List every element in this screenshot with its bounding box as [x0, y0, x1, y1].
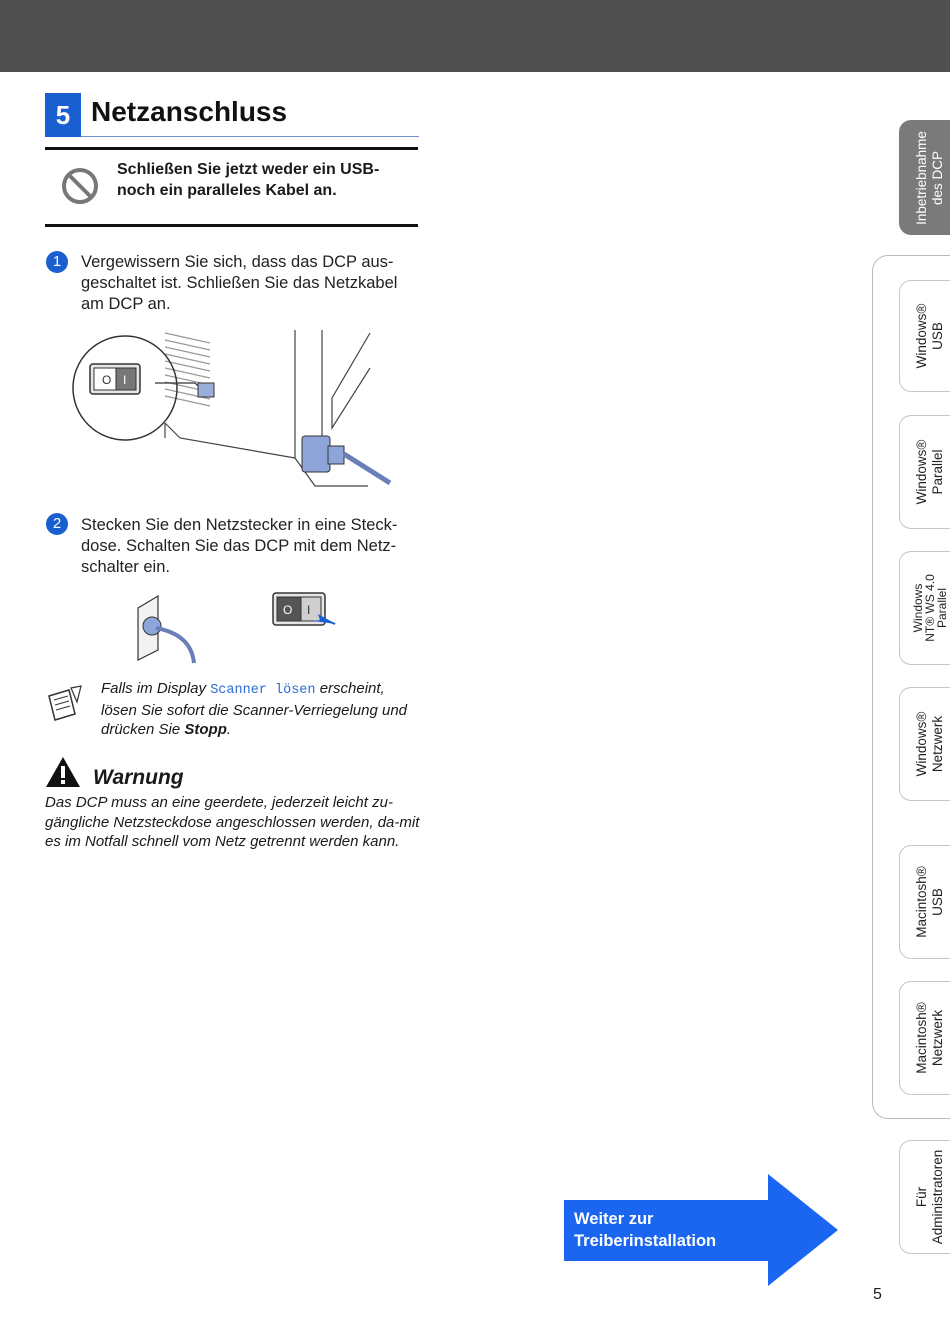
section-rule	[81, 136, 419, 137]
tab-windows-nt-parallel[interactable]	[899, 551, 950, 665]
tab-label-line: Macintosh®	[914, 866, 929, 938]
section-number: 5	[45, 93, 81, 137]
tab-label-line: USB	[930, 322, 945, 350]
warning-icon	[45, 756, 81, 788]
next-step-line2: Treiberinstallation	[574, 1232, 717, 1250]
next-step-line1: Weiter zur	[574, 1210, 654, 1228]
tab-label-line: Parallel	[935, 587, 949, 629]
tab-label-line: Macintosh®	[914, 1002, 929, 1074]
wall-outlet-and-switch-illustration	[130, 588, 345, 668]
warning-title: Warnung	[93, 766, 184, 789]
step-2-number: 2	[46, 513, 68, 535]
tab-label-line: Netzwerk	[930, 715, 945, 773]
tab-label-line: Windows®	[914, 303, 929, 369]
tab-label-line: Windows®	[914, 711, 929, 777]
tab-label-line: Windows	[911, 583, 925, 633]
tab-label-line: des DCP	[930, 150, 945, 205]
svg-text:O: O	[283, 603, 293, 617]
note-stop-key: Stopp	[184, 721, 227, 738]
next-step-label[interactable]	[574, 1208, 774, 1252]
caution-text: Schließen Sie jetzt weder ein USB-noch ein paralleles Kabel an.	[117, 161, 380, 199]
note-middle: erscheint, lösen Sie sofort die Scanner-Verriegelung und drücken Sie	[101, 680, 408, 738]
warning-text: Das DCP muss an eine geerdete, jederzeit leicht zu-gängliche Netzsteckdose angeschlossen werden, da-mit es im Notfall schnell vom Netz getrennt werden kann.	[45, 794, 420, 850]
step-2-text: Stecken Sie den Netzstecker in eine Steck-dose. Schalten Sie das DCP mit dem Netz-schalter ein.	[81, 516, 398, 576]
section-title: Netzanschluss	[91, 96, 288, 127]
note-text	[101, 679, 419, 740]
tab-label-line: Inbetriebnahme	[914, 130, 929, 225]
caution-box	[45, 147, 418, 227]
tab-label-line: Für	[914, 1186, 929, 1208]
tab-label-line: Netzwerk	[930, 1009, 945, 1067]
header-bar	[0, 0, 950, 72]
tab-inbetriebnahme[interactable]	[899, 120, 950, 235]
tab-windows-usb[interactable]	[899, 280, 950, 392]
svg-text:I: I	[123, 373, 127, 387]
step-1-text: Vergewissern Sie sich, dass das DCP aus-geschaltet ist. Schließen Sie das Netzkabel am DCP an.	[81, 253, 398, 313]
svg-text:I: I	[307, 603, 311, 617]
tab-label-line: Administratoren	[930, 1149, 945, 1245]
note-prefix: Falls im Display	[101, 680, 207, 697]
step-1-number: 1	[46, 251, 68, 273]
prohibited-icon	[61, 167, 99, 205]
note-suffix: .	[226, 721, 232, 738]
page-number: 5	[873, 1286, 882, 1303]
svg-text:O: O	[102, 373, 112, 387]
note-icon	[45, 684, 85, 724]
note-lcd-text: Scanner lösen	[210, 683, 316, 698]
tab-fuer-administratoren[interactable]	[899, 1140, 950, 1254]
power-cord-connection-illustration	[70, 328, 400, 493]
tab-macintosh-usb[interactable]	[899, 845, 950, 959]
tab-label-line: NT® WS 4.0	[923, 574, 937, 642]
tab-label-line: Windows®	[914, 439, 929, 505]
tab-windows-netzwerk[interactable]	[899, 687, 950, 801]
tab-macintosh-netzwerk[interactable]	[899, 981, 950, 1095]
tab-windows-parallel[interactable]	[899, 415, 950, 529]
tab-label-line: USB	[930, 888, 945, 916]
tab-label-line: Parallel	[930, 449, 945, 495]
